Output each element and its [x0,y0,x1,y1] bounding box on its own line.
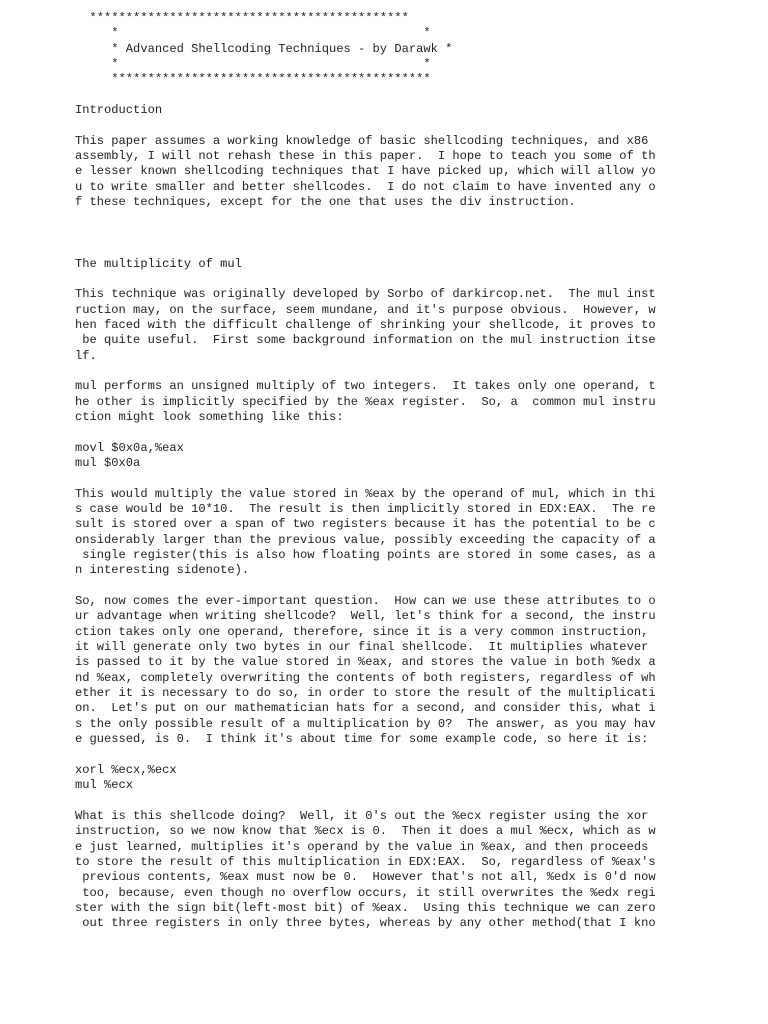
text-line [75,425,656,440]
text-line: sult is stored over a span of two registers because it has the potential to be c [75,517,656,532]
text-line [75,471,656,486]
text-line: too, because, even though no overflow occurs, it still overwrites the %edx regi [75,885,656,900]
text-line: it will generate only two bytes in our final shellcode. It multiplies whatever [75,640,649,655]
text-line: e guessed, is 0. I think it's about time for some example code, so here it is: [75,732,649,747]
text-line: assembly, I will not rehash these in this paper. I hope to teach you some of th [75,149,656,164]
text-line [75,210,656,225]
text-line: ******************************************** [75,72,431,87]
document-text [75,11,656,932]
text-line: This paper assumes a working knowledge of basic shellcoding techniques, and x86 [75,133,649,148]
text-line: to store the result of this multiplication in EDX:EAX. So, regardless of %eax's [75,854,656,869]
text-line: ster with the sign bit(left-most bit) of %eax. Using this technique we can zero [75,900,656,915]
text-line: f these techniques, except for the one that uses the div instruction. [75,195,576,210]
text-line: nd %eax, completely overwriting the contents of both registers, regardless of wh [75,670,656,685]
text-line [75,364,656,379]
text-line: be quite useful. First some background information on the mul instruction itse [75,333,656,348]
text-line [75,272,656,287]
text-line [75,579,656,594]
text-line: out three registers in only three bytes, whereas by any other method(that I kno [75,916,656,931]
text-line: previous contents, %eax must now be 0. However that's not all, %edx is 0'd now [75,870,656,885]
text-line: What is this shellcode doing? Well, it 0's out the %ecx register using the xor [75,808,649,823]
text-line: e just learned, multiplies it's operand by the value in %eax, and then proceeds [75,839,649,854]
text-line: ether it is necessary to do so, in order to store the result of the multiplicati [75,686,656,701]
text-line: ruction may, on the surface, seem mundane, and it's purpose obvious. However, w [75,302,656,317]
text-line: * Advanced Shellcoding Techniques - by Darawk * [75,41,453,56]
text-line: ur advantage when writing shellcode? Well, let's think for a second, the instru [75,609,656,624]
text-line [75,748,656,763]
text-line: u to write smaller and better shellcodes. I do not claim to have invented any o [75,179,656,194]
text-line: xorl %ecx,%ecx [75,762,177,777]
text-line: * * [75,26,431,41]
text-line: The multiplicity of mul [75,256,242,271]
text-line: mul performs an unsigned multiply of two integers. It takes only one operand, t [75,379,656,394]
text-line: instruction, so we now know that %ecx is 0. Then it does a mul %ecx, which as w [75,824,656,839]
text-line: is passed to it by the value stored in %eax, and stores the value in both %edx a [75,655,656,670]
text-line: ction might look something like this: [75,409,344,424]
text-line: ******************************************** [75,11,409,25]
text-line: s case would be 10*10. The result is then implicitly stored in EDX:EAX. The re [75,502,656,516]
text-line: he other is implicitly specified by the %eax register. So, a common mul instru [75,394,656,409]
text-line [75,88,656,103]
text-line: on. Let's put on our mathematician hats for a second, and consider this, what i [75,701,656,716]
text-line: n interesting sidenote). [75,563,250,578]
text-line: mul %ecx [75,778,134,793]
text-line [75,118,656,133]
text-line [75,226,656,241]
text-line: mul $0x0a [75,455,141,470]
text-line: single register(this is also how floating points are stored in some cases, as a [75,548,656,563]
text-line: This would multiply the value stored in %eax by the operand of mul, which in thi [75,486,656,501]
text-line [75,241,656,256]
text-line: onsiderably larger than the previous value, possibly exceeding the capacity of a [75,532,656,547]
text-line [75,794,656,809]
text-line: hen faced with the difficult challenge of shrinking your shellcode, it proves to [75,317,656,332]
text-line: So, now comes the ever-important question. How can we use these attributes to o [75,594,656,609]
text-line: This technique was originally developed by Sorbo of darkircop.net. The mul inst [75,287,656,302]
text-line: * * [75,57,431,72]
text-line: e lesser known shellcoding techniques that I have picked up, which will allow yo [75,164,656,179]
text-line: s the only possible result of a multiplication by 0? The answer, as you may hav [75,716,656,731]
text-line: Introduction [75,103,163,118]
text-line: movl $0x0a,%eax [75,440,184,455]
text-line: ction takes only one operand, therefore, since it is a very common instruction, [75,624,649,639]
text-line: lf. [75,348,97,363]
